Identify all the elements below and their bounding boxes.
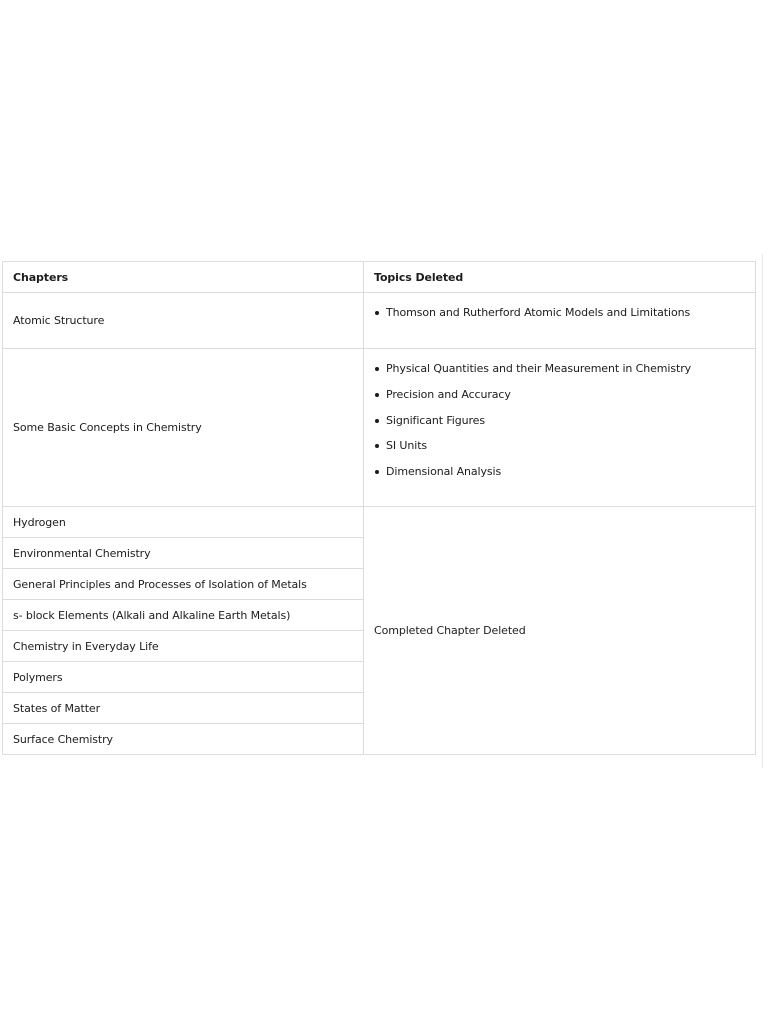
deleted-topics-table (2, 261, 756, 755)
chapter-cell: Some Basic Concepts in Chemistry (3, 349, 364, 507)
page-edge-divider (762, 254, 763, 768)
completed-chapters-cell (3, 507, 364, 755)
completed-chapters-list (3, 507, 363, 754)
header-chapters: Chapters (3, 262, 364, 293)
table-row (3, 349, 756, 507)
topics-cell (364, 349, 756, 507)
chapter-item-environmental-chemistry: Environmental Chemistry (3, 538, 363, 569)
list-item: Significant Figures (374, 414, 755, 428)
chapter-item-chemistry-everyday-life: Chemistry in Everyday Life (3, 631, 363, 662)
list-item: Thomson and Rutherford Atomic Models and Limitations (374, 306, 755, 320)
chapter-item-isolation-of-metals: General Principles and Processes of Isolation of Metals (3, 569, 363, 600)
chapter-item-states-of-matter: States of Matter (3, 693, 363, 724)
deleted-topics-table-container (2, 261, 755, 755)
list-item: Precision and Accuracy (374, 388, 755, 402)
list-item: Dimensional Analysis (374, 465, 755, 479)
chapter-item-surface-chemistry: Surface Chemistry (13, 732, 113, 746)
chapter-item-polymers: Polymers (3, 662, 363, 693)
header-topics-deleted: Topics Deleted (364, 262, 756, 293)
topics-list (364, 362, 755, 478)
list-item: SI Units (374, 439, 755, 453)
chapter-item-s-block-elements: s- block Elements (Alkali and Alkaline Earth Metals) (3, 600, 363, 631)
chapter-item-hydrogen: Hydrogen (3, 507, 363, 538)
table-header-row (3, 262, 756, 293)
topics-cell (364, 293, 756, 349)
table-row-completed-group (3, 507, 756, 755)
completed-status-cell: Completed Chapter Deleted (364, 507, 756, 755)
table-row (3, 293, 756, 349)
topics-list (364, 306, 755, 320)
list-item: Physical Quantities and their Measurement in Chemistry (374, 362, 755, 376)
chapter-cell: Atomic Structure (3, 293, 364, 349)
